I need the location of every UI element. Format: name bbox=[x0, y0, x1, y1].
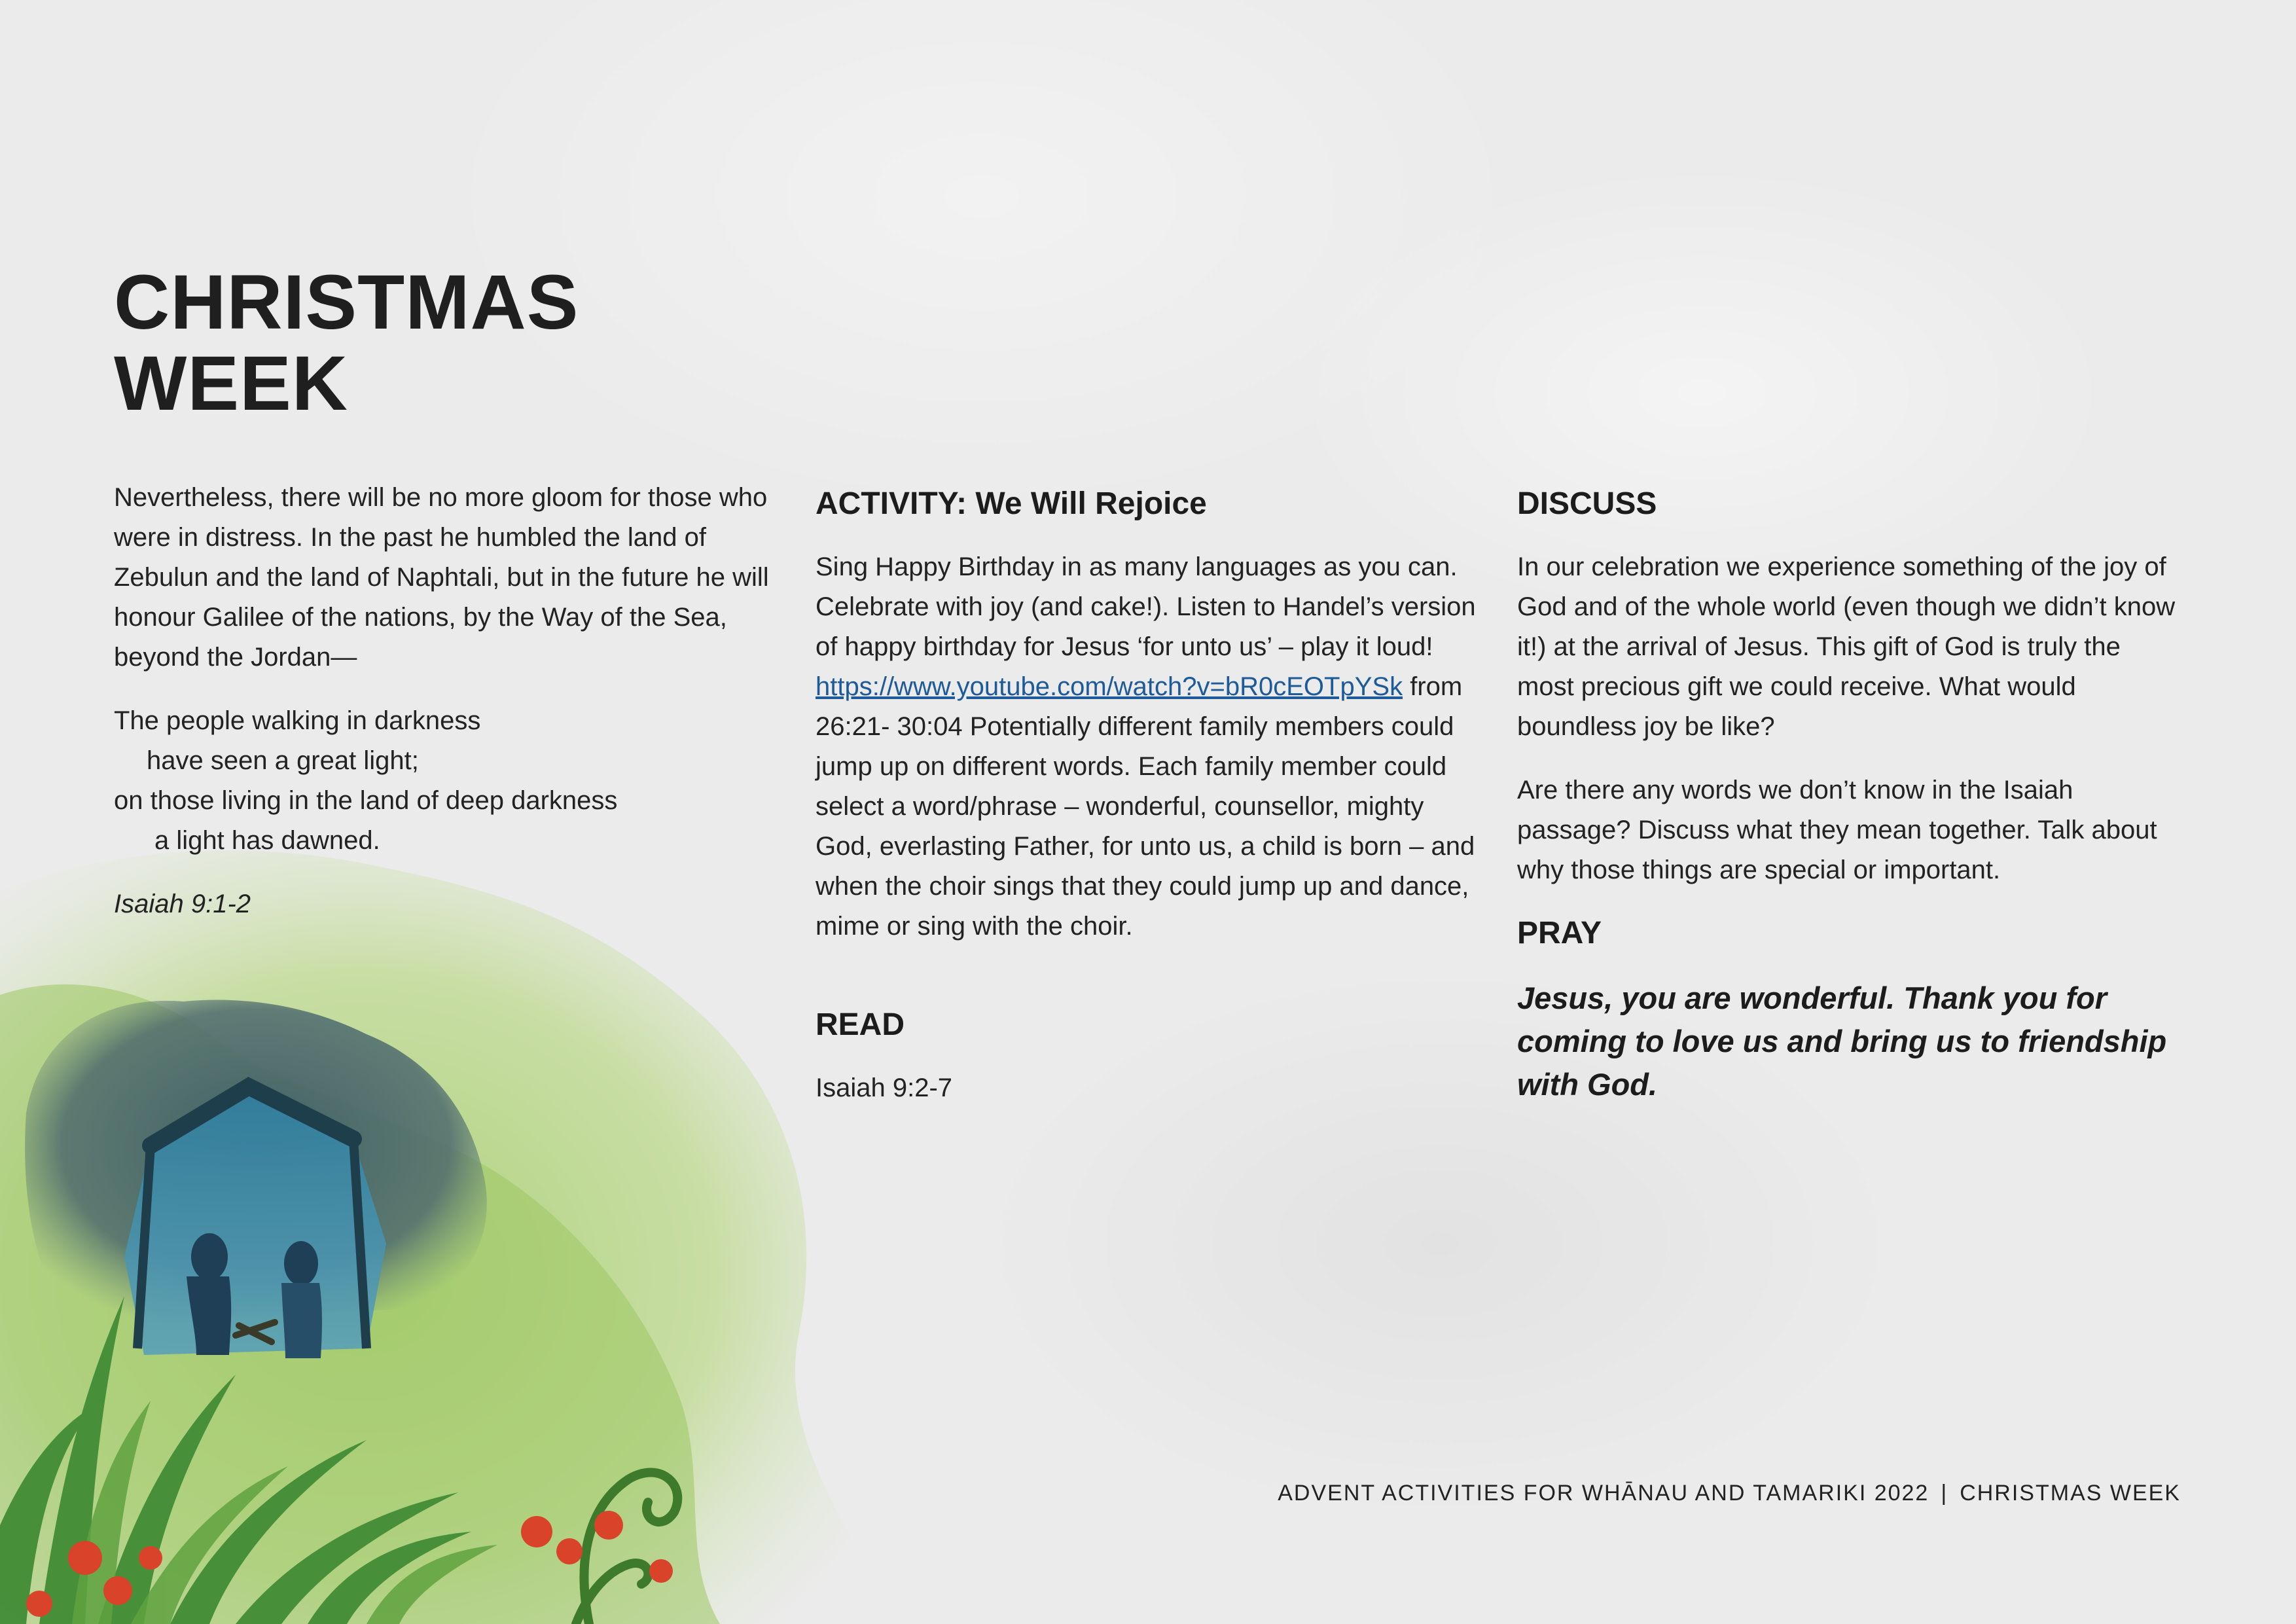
activity-text-details: from 26:21- 30:04 Potentially different family members could jump up on different words. Each family member could select a word/phrase – wonderful, counsellor, mighty God, everlasting Father, for unto us, a child is born – and when the choir sings that they could jump up and dance, mime or sing with the choir. bbox=[816, 672, 1475, 941]
poem-line-3: on those living in the land of deep darkness bbox=[114, 786, 618, 815]
discuss-heading: DISCUSS bbox=[1517, 486, 1657, 521]
activity-column bbox=[816, 478, 1477, 1132]
page-footer bbox=[1278, 1481, 2181, 1506]
pray-heading: PRAY bbox=[1517, 916, 1602, 950]
page-title-line-2: WEEK bbox=[114, 340, 348, 427]
youtube-link[interactable]: https://www.youtube.com/watch?v=bR0cEOTpYSk bbox=[816, 672, 1403, 701]
discuss-paragraph-2: Are there any words we don’t know in the Isaiah passage? Discuss what they mean together. Talk about why those things are special or important. bbox=[1517, 776, 2157, 884]
footer-section: CHRISTMAS WEEK bbox=[1960, 1481, 2181, 1506]
page-title-line-1: CHRISTMAS bbox=[114, 259, 579, 346]
discuss-column bbox=[1517, 478, 2178, 1106]
poem-line-2: have seen a great light; bbox=[147, 746, 419, 775]
read-heading: READ bbox=[816, 1007, 905, 1042]
scripture-reference: Isaiah 9:1-2 bbox=[114, 890, 251, 918]
footer-series: ADVENT ACTIVITIES FOR WHĀNAU AND TAMARIKI 2022 bbox=[1278, 1481, 1929, 1506]
nativity-watercolor-illustration bbox=[0, 838, 929, 1624]
scripture-paragraph: Nevertheless, there will be no more gloom for those who were in distress. In the past he humbled the land of Zebulun and the land of Naphtali, but in the future he will honour Galilee of the nations, by the Way of the Sea, beyond the Jordan— bbox=[114, 483, 769, 672]
poem-line-1: The people walking in darkness bbox=[114, 706, 481, 735]
activity-text-intro: Sing Happy Birthday in as many languages as you can. Celebrate with joy (and cake!). Listen to Handel’s version of happy birthday for Jesus ‘for unto us’ – play it loud! bbox=[816, 552, 1476, 661]
scripture-column bbox=[114, 478, 775, 948]
activity-text bbox=[816, 547, 1477, 947]
activity-heading: ACTIVITY: We Will Rejoice bbox=[816, 486, 1207, 521]
prayer-text: Jesus, you are wonderful. Thank you for coming to love us and bring us to friendship with God. bbox=[1517, 981, 2167, 1102]
discuss-paragraph-1: In our celebration we experience something of the joy of God and of the whole world (even though we didn’t know it!) at the arrival of Jesus. This gift of God is truly the most precious gift we could receive. What would boundless joy be like? bbox=[1517, 552, 2176, 741]
poem-line-4: a light has dawned. bbox=[154, 826, 380, 855]
scripture-poem bbox=[114, 701, 775, 861]
footer-separator: | bbox=[1941, 1481, 1948, 1506]
page-title bbox=[114, 259, 579, 427]
read-text: Isaiah 9:2-7 bbox=[816, 1074, 953, 1102]
